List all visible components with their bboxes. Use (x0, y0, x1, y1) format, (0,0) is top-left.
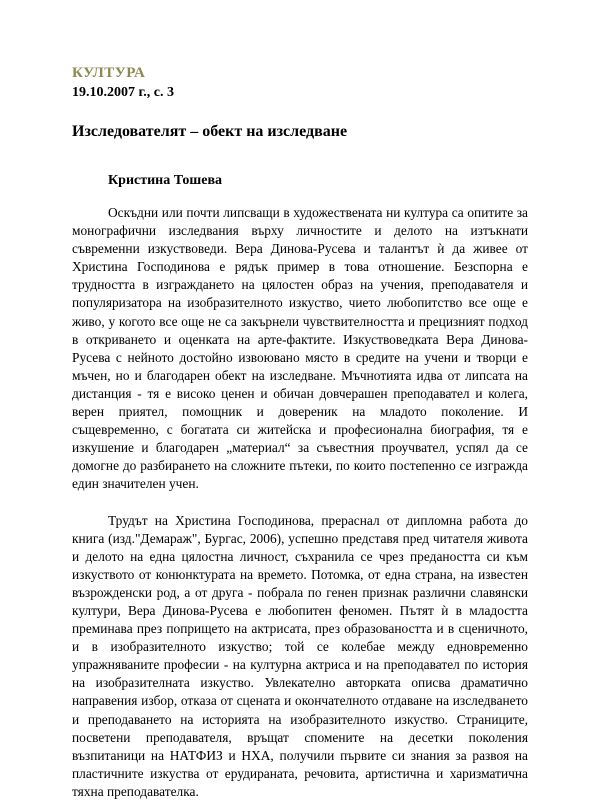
article-author: Кристина Тошева (108, 172, 528, 190)
document-page (72, 64, 528, 801)
publication-date: 19.10.2007 г., с. 3 (72, 84, 528, 102)
section-logo: КУЛТУРА (72, 64, 528, 82)
article-paragraph-1: Оскъдни или почти липсващи в художествената ни култура са опитите за монографични изследвания върху личностите и делото на изтъкнати съвременни изкуствоведи. Вера Динова-Русева и талантът ѝ да живее от Христина Господинова е рядък пример в това отношение. Безспорна е трудността в изграждането на цялостен образ на учения, преподавателя и популяризатора на изобразителното изкуство, чието любопитство все още е живо, у когото все още не са закърнели чувствителността и прецизният подход в откриването и оценката на арте-фактите. Изкуствоведката Вера Динова-Русева с нейното достойно извоювано място в средите на учени и творци е мъчен, но и благодарен обект на изследване. Мъчнотията идва от липсата на дистанция - тя е високо ценен и обичан довчерашен преподавател и колега, верен приятел, помощник и довереник на младото поколение. И същевременно, с богатата си житейска и професионална биография, тя е изкушение и благодарен „материал“ за съвестния проучвател, успял да се домогне до разбирането на сложните пътеки, по които постепенно се изгражда един значителен учен. (72, 204, 528, 494)
article-paragraph-2: Трудът на Христина Господинова, прераснал от дипломна работа до книга (изд."Демараж", Бургас, 2006), успешно представя пред читателя живота и делото на една цялостна личност, съхранила се чрез предаността си към изкуството от конюнктурата на времето. Потомка, от една страна, на известен възрожденски род, а от друга - побрала по генен признак различни славянски култури, Вера Динова-Русева е любопитен феномен. Пътят ѝ в младостта преминава през попрището на актрисата, през образоваността и в сценичното, и в изобразителното изкуство; той се колебае между едновременно упражняваните професии - на културна актриса и на преподавател по история на изобразителната изкуство. Увлекателно авторката описва драматично направения избор, отказа от сцената и окончателното отдаване на изследването и преподаването на историята на изобразителното изкуство. Страниците, посветени преподавателя, връщат спомените на десетки поколения възпитаници на НАТФИЗ и НХА, получили първите си знания за развоя на пластичните изкуства от ерудираната, речовита, артистична и харизматична тяхна преподавателка. (72, 512, 528, 801)
article-title: Изследователят – обект на изследване (72, 122, 528, 142)
